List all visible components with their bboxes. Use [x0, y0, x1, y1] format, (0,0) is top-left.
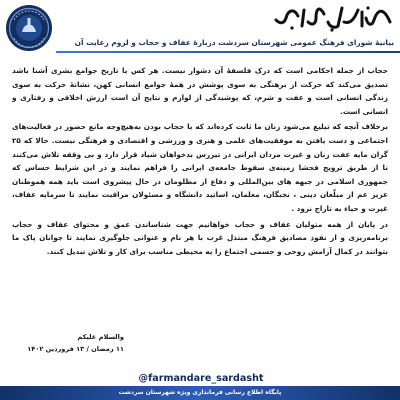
statement-body	[12, 64, 388, 329]
municipality-emblem-icon	[4, 2, 54, 54]
header	[0, 0, 400, 56]
signoff-block	[14, 331, 124, 357]
bismillah-calligraphy	[272, 2, 394, 32]
paragraph-1: حجاب از جمله احکامی است که درک فلسفهٔ آن دشوار نیست. هر کس با تاریخ جوامع بشری آشنا باشد تصدیق می‌کند که حرکت از برهنگی به سوی پوشش در همهٔ جوامع انسانی کهن، نشانهٔ حرکت به سوی زندگی انسانی است و عفت و شرم، که پوشیدگی از لوازم و نتایج آن است ارزش اخلاقی و رفتاری و انسانی است.	[12, 66, 388, 116]
footer-bar	[0, 386, 400, 400]
signoff-date: ۱۱ رمضان / ۱۳ فروردین ۱۴۰۲	[27, 345, 124, 353]
paragraph-2: برخلاف آنچه که تبلیغ می‌شود زنان ما ثابت کرده‌اند که با حجاب بودن به‌هیچ‌وجه مانع حضور در فعالیت‌های اجتماعی و دست یافتن به موفقیت‌های علمی و هنری و ورزشی و اقتصادی و فرهنگی نیست. حالا که ۲۵ گران مایه عفت زنان و غیرت مردان ایرانی در تیررس بدخواهان شیاد قرار دارد و بی وقفه تلاش می‌کنند تا از طریق ترویج فحشا زمینه‌ی سقوط جامعه‌ی ایرانی را فراهم نمایند و در این شرایط حساس که جمهوری اسلامی در جبهه های بین‌المللی و دفاع از مظلومان در حال پیشروی است باید همه همو‌طنان عزیز عم از مبلّغان دینی ، نخبگان، معلمان، اساتید دانشگاه و مسئولان مراقبت نمایند تا سرمایه عفاف، غیرت و حیاء به تاراج نرود .	[12, 122, 388, 213]
footer-bar-text: پایگاه اطلاع رسانی فرمانداری ویژه شهرستان سردشت	[118, 389, 282, 396]
paragraph-3: در پایان از همه متولیان عفاف و حجاب خواهانیم جهت شناساندن عمق و محتوای عفاف و حجاب برنامه‌ریزی و از نفوذ مصادیق فرهنگ مبتذل غرب با هر نام و عنوانی جلوگیری نمایند تا جوانان پاک ما بتوانند در کمال آرامش روحی و جسمی اجتماع را به محیطی مناسب برای کار و تلاش تبدیل کنند.	[12, 219, 388, 256]
social-handle[interactable]: @farmandare_sardasht	[138, 373, 264, 384]
statement-title: بیانیهٔ شورای فرهنگ عمومی شهرستان سردشت دربارهٔ عفاف و حجاب و لزوم رعایت آن	[74, 38, 394, 47]
statement-title-bar	[56, 36, 400, 53]
signoff-greeting: والسلام علیکم	[77, 333, 124, 341]
